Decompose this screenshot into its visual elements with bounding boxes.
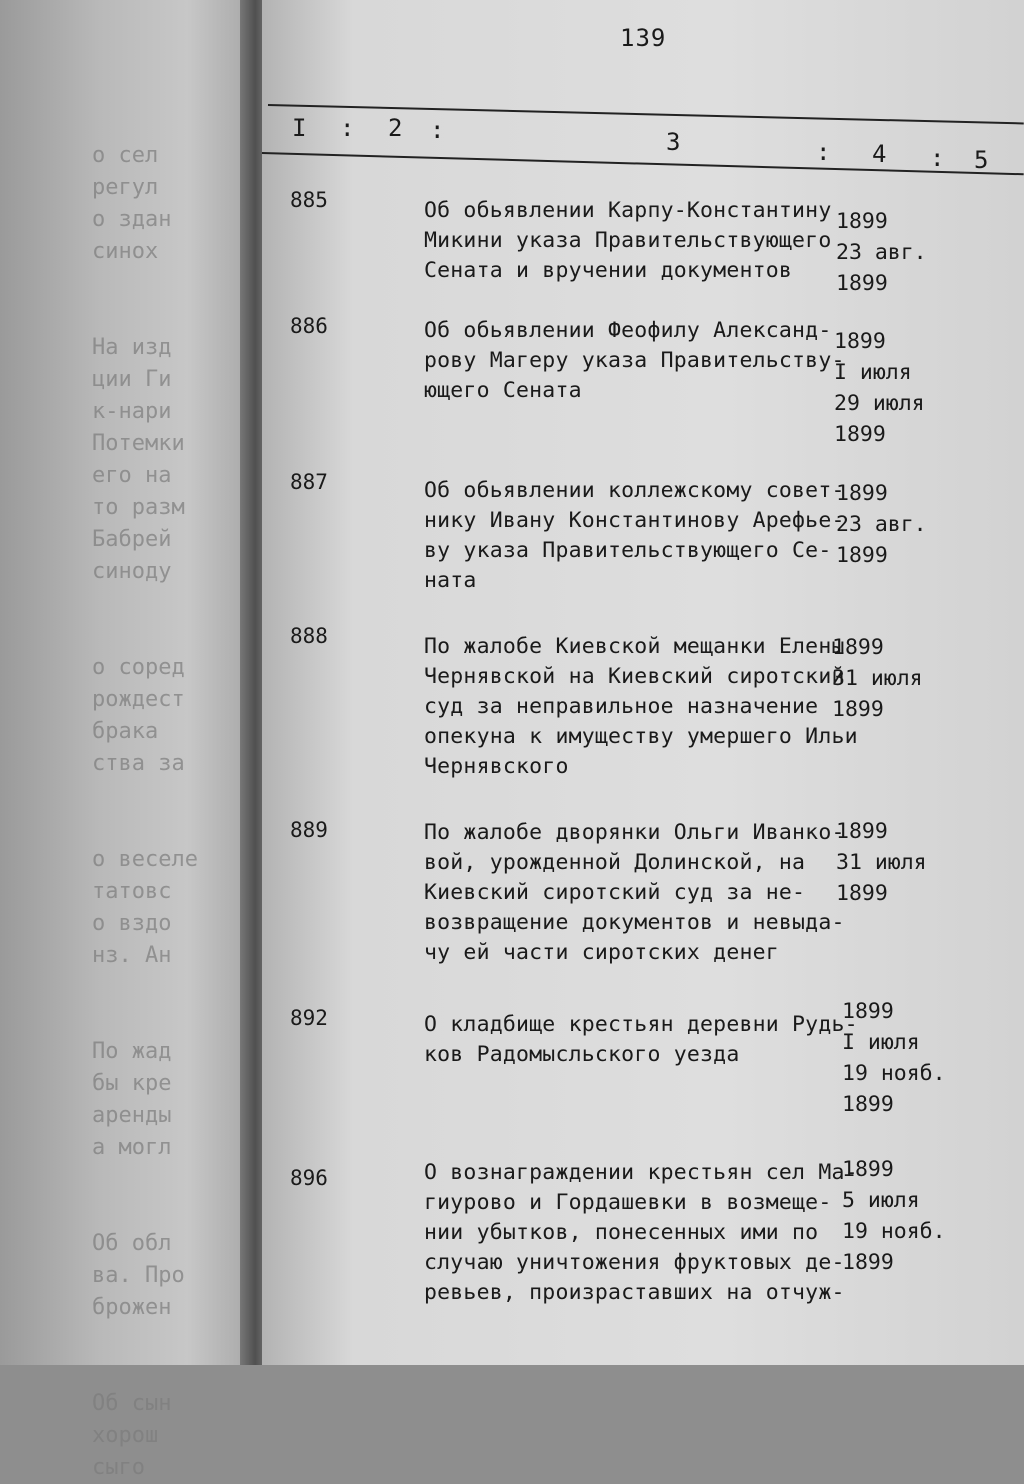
entry-description-line: О кладбище крестьян деревни Рудь-: [424, 1012, 858, 1037]
entry-date: 31 июля: [832, 666, 923, 691]
column-separator: :: [816, 138, 831, 166]
entry-dates: [832, 632, 923, 725]
left-page-line: татовс: [92, 879, 172, 904]
entry-description-line: ревьев, произраставших на отчуж-: [424, 1280, 845, 1305]
column-header-2: 2: [388, 114, 403, 142]
page-number: 139: [620, 24, 667, 52]
entry-description-line: Чернявской на Киевский сиротский: [424, 664, 845, 689]
entry-date: 1899: [836, 209, 888, 234]
left-page-line: По жад: [92, 1039, 172, 1064]
entry-description: [424, 1010, 858, 1070]
entry-description: [424, 1158, 858, 1308]
left-page-line: [92, 812, 242, 844]
left-page-line: синох: [92, 239, 159, 264]
left-page-line: о здан: [92, 207, 172, 232]
left-page-line: [92, 1164, 242, 1196]
entry-description-line: Об обьявлении Карпу-Константину: [424, 198, 832, 223]
left-page-line: [92, 620, 242, 652]
entry-date: 1899: [832, 635, 884, 660]
entry-dates: [842, 996, 946, 1120]
entry-description: [424, 818, 844, 968]
entry-description-line: Сената и вручении документов: [424, 258, 793, 283]
left-page-line: то разм: [92, 495, 185, 520]
entry-date: 19 нояб.: [842, 1061, 946, 1086]
entry-description-line: О вознаграждении крестьян сел Ма-: [424, 1160, 858, 1185]
entry-number: 886: [290, 314, 328, 338]
left-page-line: рождест: [92, 687, 185, 712]
entry-description-line: Киевский сиротский суд за не-: [424, 880, 806, 905]
entry-dates: [834, 326, 925, 450]
left-page-line: [92, 1004, 242, 1036]
entry-date: 1899: [836, 271, 888, 296]
entry-date: 1899: [842, 999, 894, 1024]
entry-dates: [836, 206, 927, 299]
left-page-line: аренды: [92, 1103, 172, 1128]
entry-number: 887: [290, 470, 328, 494]
left-page-line: Об обл: [92, 1231, 172, 1256]
left-page-line: Потемки: [92, 431, 185, 456]
left-page-line: На изд: [92, 335, 172, 360]
left-page-line: о соред: [92, 655, 185, 680]
entry-description-line: вой, урожденной Долинской, на: [424, 850, 806, 875]
left-page-line: хорош: [92, 1423, 159, 1448]
left-page-line: а могл: [92, 1135, 172, 1160]
entry-description-line: По жалобе Киевской мещанки Елены: [424, 634, 845, 659]
entry-description-line: Чернявского: [424, 754, 569, 779]
entry-date: I июля: [834, 360, 912, 385]
entry-date: 1899: [842, 1250, 894, 1275]
left-page-line: [92, 268, 242, 300]
left-page-line: [92, 780, 242, 812]
entry-date: 1899: [842, 1157, 894, 1182]
left-page-line: о вздо: [92, 911, 172, 936]
entry-dates: [836, 816, 927, 909]
left-page-line: бы кре: [92, 1071, 172, 1096]
entry-number: 896: [290, 1166, 328, 1190]
entry-date: 19 нояб.: [842, 1219, 946, 1244]
left-page-line: [92, 300, 242, 332]
column-header-3: 3: [666, 128, 681, 156]
left-page-line: к-нари: [92, 399, 172, 424]
entry-description-line: гиурово и Гордашевки в возмеще-: [424, 1190, 832, 1215]
entry-date: I июля: [842, 1030, 920, 1055]
entry-date: 23 авг.: [836, 240, 927, 265]
left-page-line: его на: [92, 463, 172, 488]
entry-date: 1899: [832, 697, 884, 722]
column-header-5: 5: [974, 146, 989, 174]
left-page-line: [92, 1324, 242, 1356]
entry-date: 1899: [836, 881, 888, 906]
entry-date: 1899: [842, 1092, 894, 1117]
entry-description-line: ющего Сената: [424, 378, 582, 403]
left-page-line: сыго: [92, 1455, 145, 1480]
entry-description-line: возвращение документов и невыда-: [424, 910, 845, 935]
entry-description-line: случаю уничтожения фруктовых де-: [424, 1250, 845, 1275]
entry-date: 1899: [836, 543, 888, 568]
left-page-line: Об сын: [92, 1391, 172, 1416]
entry-date: 1899: [836, 819, 888, 844]
left-page: [0, 0, 250, 1480]
entry-description: [424, 316, 844, 406]
column-separator: :: [340, 114, 355, 142]
entry-description-line: ву указа Правительствующего Се-: [424, 538, 832, 563]
entry-description: [424, 196, 844, 286]
left-page-line: о веселе: [92, 847, 198, 872]
left-page-line: ва. Про: [92, 1263, 185, 1288]
entry-description-line: Об обьявлении Феофилу Александ-: [424, 318, 832, 343]
entry-number: 888: [290, 624, 328, 648]
left-page-line: [92, 972, 242, 1004]
entry-description-line: опекуна к имуществу умершего Ильи: [424, 724, 858, 749]
entry-date: 31 июля: [836, 850, 927, 875]
column-separator: :: [430, 116, 445, 144]
entry-description-line: Микини указа Правительствующего: [424, 228, 832, 253]
entry-dates: [842, 1154, 946, 1278]
entry-date: 5 июля: [842, 1188, 920, 1213]
entry-description-line: ната: [424, 568, 477, 593]
column-header-4: 4: [872, 140, 887, 168]
entry-dates: [836, 478, 927, 571]
entry-description-line: нику Ивану Константинову Арефье-: [424, 508, 845, 533]
entry-description-line: нии убытков, понесенных ими по: [424, 1220, 819, 1245]
left-page-line: ства за: [92, 751, 185, 776]
entry-number: 892: [290, 1006, 328, 1030]
left-page-line: [92, 588, 242, 620]
entry-description-line: Об обьявлении коллежскому совет-: [424, 478, 845, 503]
entry-date: 23 авг.: [836, 512, 927, 537]
left-page-line: ции Ги: [92, 367, 172, 392]
left-page-line: нз. Ан: [92, 943, 172, 968]
entry-description: [424, 476, 844, 596]
entry-description-line: По жалобе дворянки Ольги Иванко-: [424, 820, 845, 845]
entry-date: 29 июля: [834, 391, 925, 416]
entry-date: 1899: [834, 422, 886, 447]
entry-description-line: ков Радомысльского уезда: [424, 1042, 740, 1067]
entry-description-line: рову Магеру указа Правительству-: [424, 348, 845, 373]
entry-description-line: суд за неправильное назначение: [424, 694, 819, 719]
entry-date: 1899: [836, 481, 888, 506]
entry-description-line: чу ей части сиротских денег: [424, 940, 779, 965]
left-page-line: [92, 1356, 242, 1388]
left-page-line: брака: [92, 719, 159, 744]
left-page-line: [92, 1196, 242, 1228]
column-header-1: I: [292, 114, 307, 142]
entry-date: 1899: [834, 329, 886, 354]
left-page-line: брожен: [92, 1295, 172, 1320]
entry-number: 889: [290, 818, 328, 842]
left-page-line: регул: [92, 175, 159, 200]
column-separator: :: [930, 144, 945, 172]
left-page-line: о сел: [92, 143, 159, 168]
left-page-line: Бабрей: [92, 527, 172, 552]
entry-number: 885: [290, 188, 328, 212]
left-page-line: синоду: [92, 559, 172, 584]
left-page-text: [92, 140, 242, 1484]
